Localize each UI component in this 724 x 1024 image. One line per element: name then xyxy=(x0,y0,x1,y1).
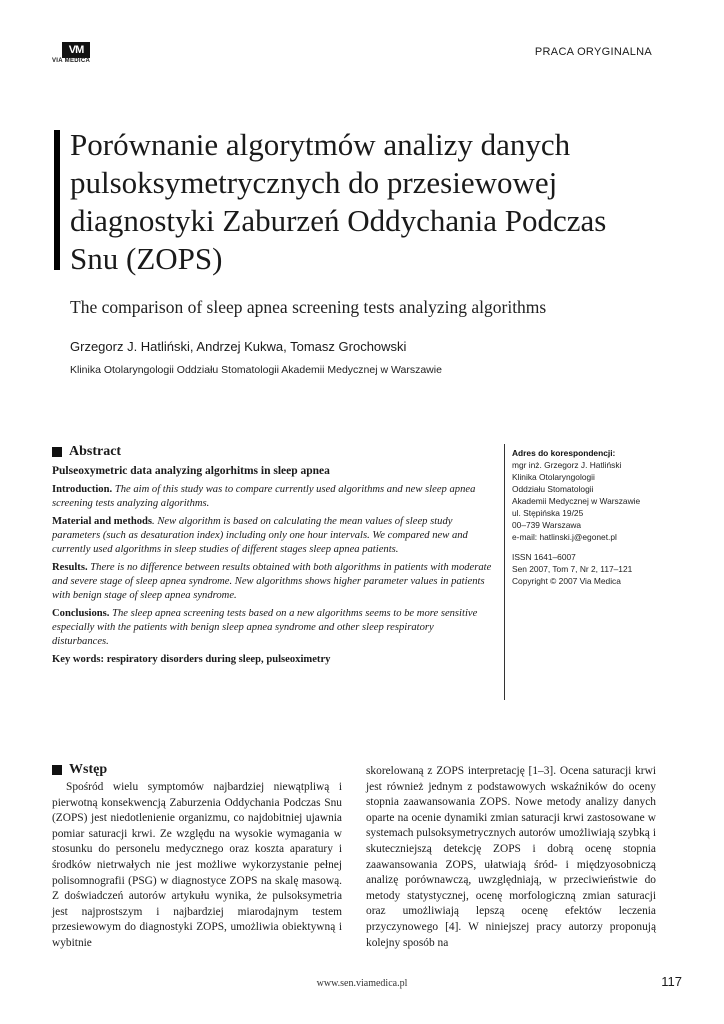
abstract-results: Results. There is no difference between results obtained with both algorithms in patients with moderate and severe stage of sleep apnea syndrome. New algorithms shows higher parameter values in patients with benign stage of sleep apnea syndrome. xyxy=(52,562,492,601)
correspondence-line: ul. Stępińska 19/25 xyxy=(512,508,584,518)
article-type-label: PRACA ORYGINALNA xyxy=(534,46,652,58)
journal-citation: Sen 2007, Tom 7, Nr 2, 117–121 xyxy=(512,564,633,574)
article-subtitle: The comparison of sleep apnea screening tests analyzing algorithms xyxy=(70,297,547,317)
sidebar-divider xyxy=(504,444,505,700)
abstract-body xyxy=(52,464,492,671)
correspondence-line: 00–739 Warszawa xyxy=(512,520,582,530)
issn: ISSN 1641–6007 xyxy=(512,552,576,562)
copyright: Copyright © 2007 Via Medica xyxy=(512,576,621,586)
publisher-logo: VM xyxy=(62,42,90,58)
title-accent-bar xyxy=(54,130,60,270)
publisher-name: VIA MEDICA xyxy=(52,58,91,64)
keywords: Key words: respiratory disorders during sleep, pulseoximetry xyxy=(52,654,331,665)
authors: Grzegorz J. Hatliński, Andrzej Kukwa, Tomasz Grochowski xyxy=(70,339,407,354)
article-title: Porównanie algorytmów analizy danych pulsoksymetrycznych do przesiewowej diagnostyki Zaburzeń Oddychania Podczas Snu (ZOPS) xyxy=(70,127,607,276)
body-column-left: Spośród wielu symptomów najbardziej niewątpliwą i pierwotną konsekwencją Zaburzenia Oddychania Podczas Snu (ZOPS) jest niedotlenienie organizmu, co najdobitniej ujawnia pomiar saturacji krwi. Ze względu na wysokie wymagania w stosunku do personelu medycznego oraz koszta aparatury i środków nietrwałych nie jest możliwe wykorzystanie pełnej polisomnografii (PSG) w diagnostyce ZOPS na skalę masową. Z doświadczeń autorów artykułu wynika, że pulsoksymetria jest najprostszym i najbardziej miarodajnym testem przesiewowym do diagnostyki ZOPS, umożliwia obiektywną i wybitnie xyxy=(52,781,342,949)
correspondence-box xyxy=(512,447,672,587)
abstract-methods: Material and methods. New algorithm is based on calculating the mean values of sleep study parameters (such as desaturation index) including only one hour intervals. We compared new and currently used algorithms in sleep studies of different stages sleep apnea patients. xyxy=(52,516,468,555)
abstract-introduction: Introduction. The aim of this study was to compare currently used algorithms and new sleep apnea screening tests analyzing algorithms. xyxy=(52,484,476,509)
correspondence-heading: Adres do korespondencji: xyxy=(512,448,616,458)
correspondence-line: Akademii Medycznej w Warszawie xyxy=(512,496,641,506)
page-number: 117 xyxy=(661,974,682,989)
body-column-right: skorelowaną z ZOPS interpretację [1–3]. Ocena saturacji krwi jest również jednym z podstawowych wskaźników do oceny stopnia zaawansowania ZOPS. Nowe metody analizy danych oparte na ocenie dynamiki zmian saturacji krwi zastosowane w systemach pulsoksymetrycznych autorów umożliwiają szybką i skuteczniejszą detekcję ZOPS i dobrą ocenę stopnia zaawansowania ZOPS, ułatwiają śród- i międzyosobniczą analizę porównawczą, uwzględniają, w przeciwieństwie do metody statystycznej, ocenę morfologiczną zmian saturacji oraz umożliwiają lepszą ocenę efektów leczenia przyczynowego [4]. W niniejszej pracy autorzy proponują kolejny sposób na xyxy=(366,765,656,949)
abstract-title: Pulseoxymetric data analyzing algorhitms in sleep apnea xyxy=(52,465,330,477)
heading-square-icon xyxy=(52,447,62,457)
intro-heading: Wstęp xyxy=(52,762,107,778)
footer-url: www.sen.viamedica.pl xyxy=(316,978,408,989)
affiliation: Klinika Otolaryngologii Oddziału Stomatologii Akademii Medycznej w Warszawie xyxy=(70,364,442,376)
correspondence-line: Klinika Otolaryngologii xyxy=(512,472,595,482)
correspondence-line: Oddziału Stomatologii xyxy=(512,484,594,494)
heading-square-icon xyxy=(52,765,62,775)
abstract-conclusions: Conclusions. The sleep apnea screening tests based on a new algorithms seems to be more sensitive especially with the patients with benign sleep apnea syndrome and other sleep respiratory disturbances. xyxy=(52,608,478,647)
abstract-heading: Abstract xyxy=(52,444,121,460)
correspondence-email: e-mail: hatlinski.j@egonet.pl xyxy=(512,532,617,542)
correspondence-line: mgr inż. Grzegorz J. Hatliński xyxy=(512,460,622,470)
